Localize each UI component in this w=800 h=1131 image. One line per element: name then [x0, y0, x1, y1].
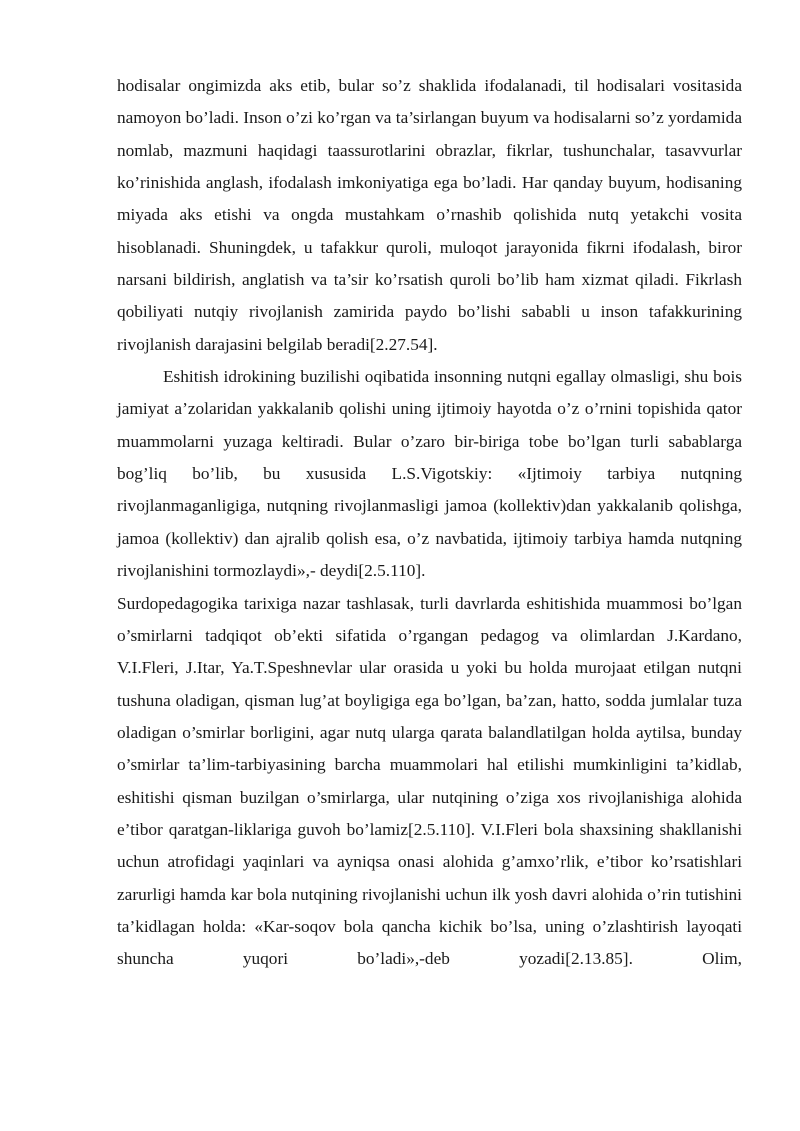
body-text — [117, 70, 742, 976]
paragraph-3: Surdopedagogika tarixiga nazar tashlasak, turli davrlarda eshitishida muammosi bo’lgan o’smirlarni tadqiqot ob’ekti sifatida o’rgangan pedagog va olimlardan J.Kardano, V.I.Fleri, J.Itar, Ya.T.Speshnevlar ular orasida u yoki bu holda murojaat etilgan nutqni tushuna oladigan, qisman lug’at boyligiga ega bo’lgan, ba’zan, hatto, sodda jumlalar tuza oladigan o’smirlar borligini, agar nutq ularga qarata balandlatilgan holda aytilsa, bunday o’smirlar ta’lim-tarbiyasining barcha muammolari hal etilishi mumkinligini ta’kidlab, eshitishi qisman buzilgan o’smirlarga, ular nutqining o’ziga xos rivojlanishiga alohida e’tibor qaratgan-liklariga guvoh bo’lamiz[2.5.110]. V.I.Fleri bola shaxsining shakllanishi uchun atrofidagi yaqinlari va ayniqsa onasi alohida g’amxo’rlik, e’tibor ko’rsatishlari zarurligi hamda kar bola nutqining rivojlanishi uchun ilk yosh davri alohida o’rin tutishini ta’kidlagan holda: «Kar-soqov bola qancha kichik bo’lsa, uning o’zlashtirish layoqati shuncha yuqori bo’ladi»,-deb yozadi[2.13.85]. Olim, — [117, 593, 742, 969]
paragraph-1: hodisalar ongimizda aks etib, bular so’z shaklida ifodalanadi, til hodisalari vositasida namoyon bo’ladi. Inson o’zi ko’rgan va ta’sirlangan buyum va hodisalarni so’z yordamida nomlab, mazmuni haqidagi taassurotlarini obrazlar, fikrlar, tushunchalar, tasavvurlar ko’rinishida anglash, ifodalash imkoniyatiga ega bo’ladi. Har qanday buyum, hodisaning miyada aks etishi va ongda mustahkam o’rnashib qolishida nutq yetakchi vosita hisoblanadi. Shuningdek, u tafakkur quroli, muloqot jarayonida fikrni ifodalash, biror narsani bildirish, anglatish va ta’sir ko’rsatish quroli bo’lib ham xizmat qiladi. Fikrlash qobiliyati nutqiy rivojlanish zamirida paydo bo’lishi sababli u inson tafakkurining rivojlanish darajasini belgilab beradi[2.27.54]. — [117, 76, 742, 354]
paragraph-2: Eshitish idrokining buzilishi oqibatida insonning nutqni egallay olmasligi, shu bois jamiyat a’zolaridan yakkalanib qolishi uning ijtimoiy hayotda o’z o’rnini topishida qator muammolarni yuzaga keltiradi. Bular o’zaro bir-biriga tobe bo’lgan turli sabablarga bog’liq bo’lib, bu xususida L.S.Vigotskiy: «Ijtimoiy tarbiya nutqning rivojlanmaganligiga, nutqning rivojlanmasligi jamoa (kollektiv)dan yakkalanib qolishga, jamoa (kollektiv) dan ajralib qolish esa, o’z navbatida, ijtimoiy tarbiya hamda nutqning rivojlanishini tormozlaydi»,- deydi[2.5.110]. — [117, 367, 742, 581]
